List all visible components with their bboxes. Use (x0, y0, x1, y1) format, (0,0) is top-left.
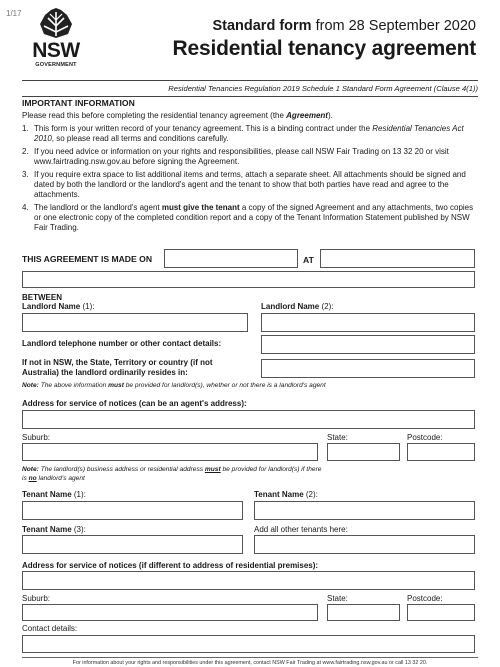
tenant-state-field[interactable] (327, 604, 400, 621)
made-on-label: THIS AGREEMENT IS MADE ON (22, 254, 153, 264)
form-date: from 28 September 2020 (311, 18, 476, 34)
note-text-end: be provided for landlord(s) if there (220, 466, 322, 473)
service-address-field[interactable] (22, 410, 475, 429)
page-number: 1/17 (6, 9, 22, 18)
note-must: must (108, 382, 124, 389)
contact-details-field[interactable] (22, 635, 475, 653)
note-agent: landlord's agent (36, 475, 85, 482)
tenant-postcode-field[interactable] (407, 604, 475, 621)
landlord-phone-field[interactable] (261, 335, 475, 354)
item-text-end: , so please read all terms and conditions carefully. (51, 133, 229, 143)
landlord-phone-label: Landlord telephone number or other contact details: (22, 339, 222, 348)
item-text: The landlord or the landlord's agent (34, 202, 162, 212)
note-label: Note: (22, 466, 39, 473)
note-text: The landlord(s) business address or residential address (38, 466, 205, 473)
state-label: State: (327, 433, 348, 442)
item-number: 4. (22, 202, 29, 212)
landlord-name-2-field[interactable] (261, 313, 475, 332)
item-text: If you need advice or information on your rights and responsibilities, please call NSW Fair Trading on 13 32 20 or visit www.fairtrading.nsw.gov.au before signing the Agreement. (34, 146, 449, 166)
not-nsw-label-line1: If not in NSW, the State, Territory or country (if not (22, 358, 213, 367)
footer-text: For information about your rights and responsibilities under this agreement, contact NSW Fair Trading at www.fairtrading.nsw.gov.au or call 13 32 20. (22, 657, 478, 666)
important-title: IMPORTANT INFORMATION (22, 98, 135, 108)
business-address-note-line2 (22, 475, 85, 482)
tenant-service-address-field[interactable] (22, 571, 475, 590)
form-date-line (212, 18, 476, 34)
postcode-field[interactable] (407, 443, 475, 461)
not-nsw-label-line2: Australia) the landlord ordinarily resides in: (22, 368, 188, 377)
intro-end: ). (327, 110, 333, 120)
page-title: Residential tenancy agreement (172, 37, 476, 60)
suburb-label: Suburb: (22, 433, 51, 442)
regulation-reference: Residential Tenancies Regulation 2019 Schedule 1 Standard Form Agreement (Clause 4(1)) (22, 80, 478, 97)
at-label: AT (303, 255, 314, 265)
list-item (22, 124, 478, 144)
important-list (22, 124, 478, 233)
item-text: If you require extra space to list additional items and terms, attach a separate sheet. All attachments should be signed and dated by both the landlord or the landlord's agent and the tenant to show that both parties have read and agree to the attachments. (34, 169, 466, 199)
all-tenants-field[interactable] (254, 535, 475, 554)
tenant-name-2-field[interactable] (254, 501, 475, 520)
note-no: no (28, 475, 37, 482)
landlord-name-2-label (261, 302, 333, 311)
postcode-label-2: Postcode: (407, 594, 443, 603)
waratah-flower-icon (36, 8, 76, 42)
item-emphasis: must give the tenant (161, 202, 240, 212)
agreement-extra-field[interactable] (22, 271, 475, 288)
agreement-location-field[interactable] (320, 249, 475, 268)
landlord-name-1-number: (1): (80, 302, 95, 311)
landlord-name-1-bold: Landlord Name (22, 302, 81, 311)
note-must: must (204, 466, 221, 473)
tenant-name-3-field[interactable] (22, 535, 243, 554)
tenant-name-1-label (22, 490, 86, 499)
business-address-note (22, 466, 321, 473)
item-number: 2. (22, 146, 29, 156)
logo-wordmark: NSW (32, 39, 80, 62)
between-label: BETWEEN (22, 293, 62, 302)
note-is: is (22, 475, 29, 482)
tenant-name-1-bold: Tenant Name (22, 490, 72, 499)
note-text: The above information (38, 382, 109, 389)
landlord-info-note (22, 382, 326, 389)
tenant-name-2-bold: Tenant Name (254, 490, 304, 499)
tenant-name-3-label (22, 525, 86, 534)
intro-text: Please read this before completing the residential tenancy agreement (the (22, 110, 287, 120)
logo-subtitle: GOVERNMENT (35, 62, 77, 68)
landlord-name-1-label (22, 302, 94, 311)
postcode-label: Postcode: (407, 433, 443, 442)
tenant-name-1-field[interactable] (22, 501, 243, 520)
important-information (22, 98, 478, 236)
item-number: 3. (22, 169, 29, 179)
item-text-end: a copy of the signed Agreement and any attachments, two copies or one electronic copy of the completed condition report and a copy of the Tenant Information Statement published by NSW Fair Trading. (34, 202, 474, 232)
agreement-date-field[interactable] (164, 249, 298, 268)
item-number: 1. (22, 123, 29, 133)
note-text-end: be provided for landlord(s), whether or not there is a landlord's agent (123, 382, 326, 389)
contact-details-label: Contact details: (22, 624, 78, 633)
intro-agreement: Agreement (286, 110, 328, 120)
landlord-name-2-number: (2): (319, 302, 334, 311)
item-act-name: Residential Tenancies Act 2010 (34, 123, 464, 143)
nsw-government-logo (24, 8, 88, 70)
item-text: This form is your written record of your tenancy agreement. This is a binding contract under the (34, 123, 373, 133)
all-tenants-label: Add all other tenants here: (254, 525, 348, 534)
tenant-name-2-number: (2): (303, 490, 318, 499)
tenant-suburb-field[interactable] (22, 604, 318, 621)
suburb-label-2: Suburb: (22, 594, 51, 603)
important-intro (22, 111, 478, 121)
standard-form-label: Standard form (212, 18, 312, 34)
list-item (22, 203, 478, 233)
state-label-2: State: (327, 594, 348, 603)
landlord-name-2-bold: Landlord Name (261, 302, 320, 311)
list-item (22, 147, 478, 167)
tenant-name-1-number: (1): (71, 490, 86, 499)
list-item (22, 170, 478, 200)
state-field[interactable] (327, 443, 400, 461)
suburb-field[interactable] (22, 443, 318, 461)
tenant-name-3-number: (3): (71, 525, 86, 534)
tenant-name-3-bold: Tenant Name (22, 525, 72, 534)
service-address-label: Address for service of notices (can be an agent's address): (22, 399, 247, 408)
landlord-residence-field[interactable] (261, 359, 475, 378)
tenant-name-2-label (254, 490, 318, 499)
note-label: Note: (22, 382, 39, 389)
landlord-name-1-field[interactable] (22, 313, 248, 332)
tenant-service-address-label: Address for service of notices (if different to address of residential premises): (22, 561, 319, 570)
